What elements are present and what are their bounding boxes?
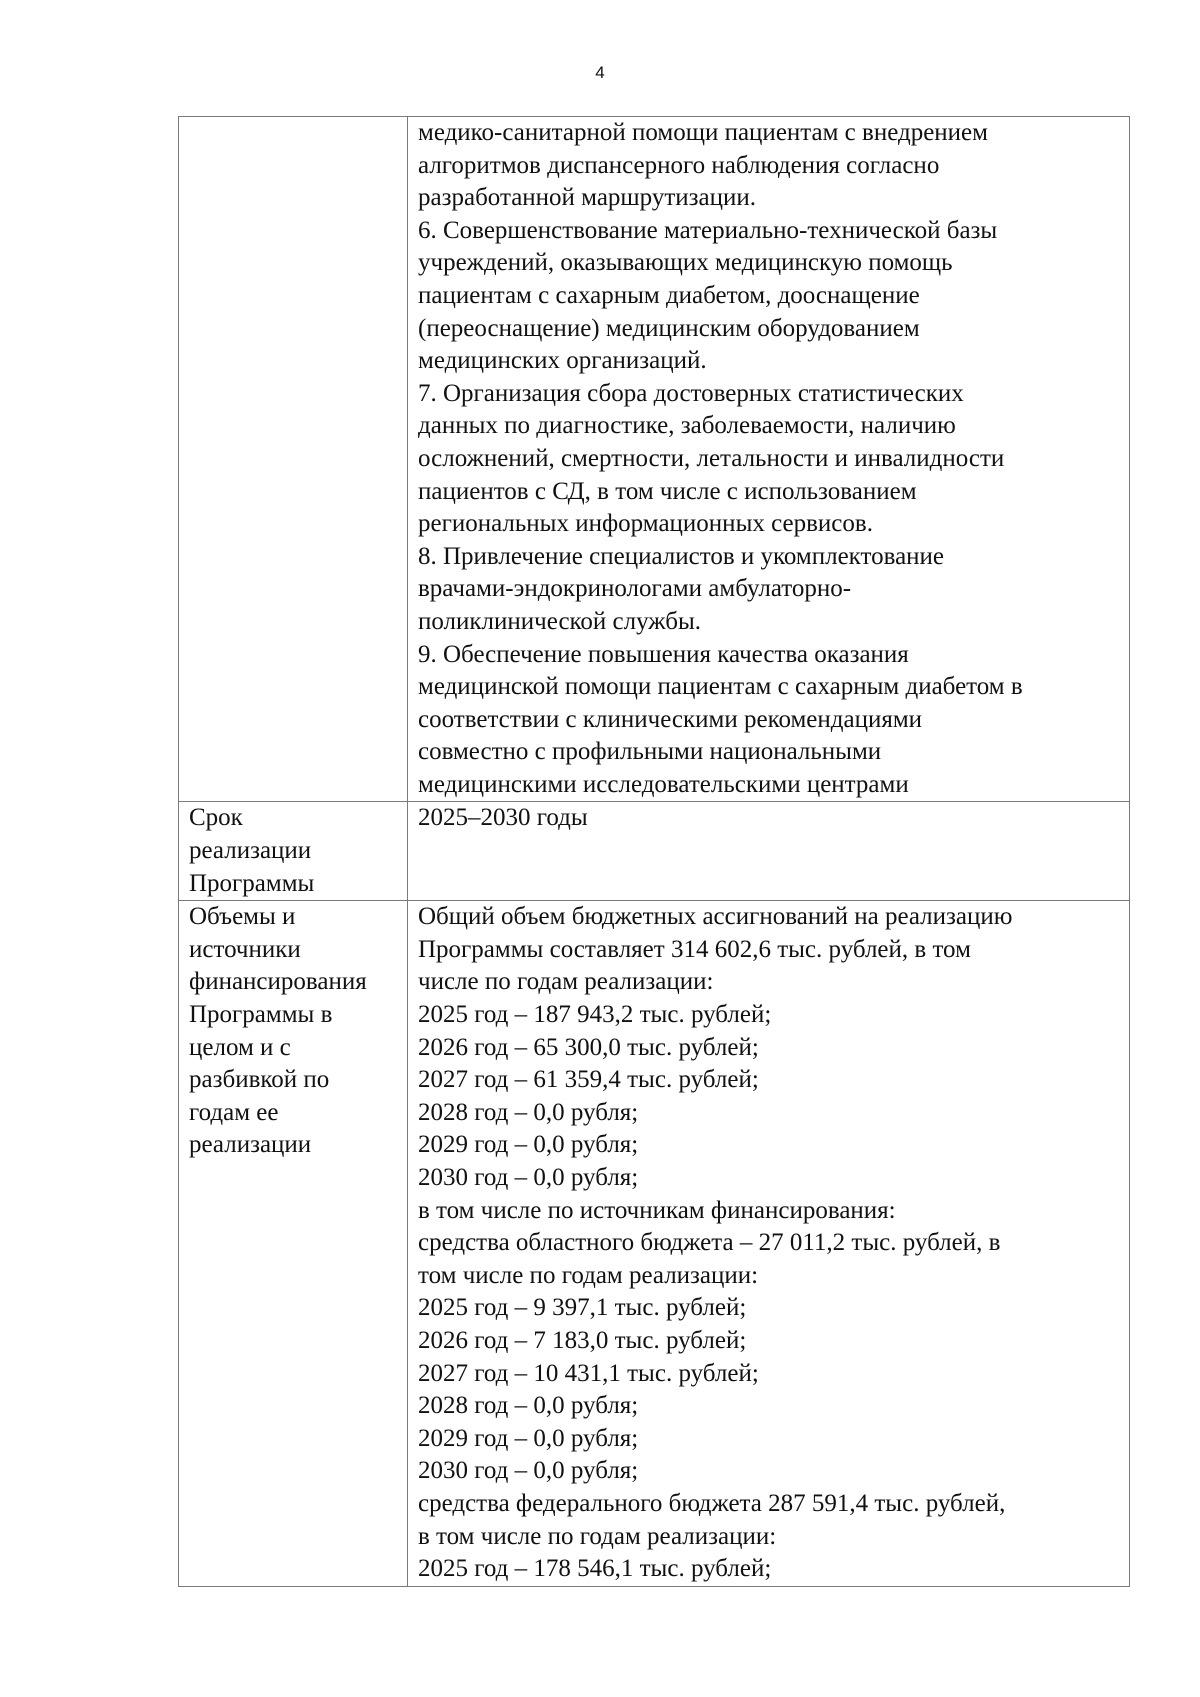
content-cell (408, 802, 1130, 901)
content-line: 2026 год – 7 183,0 тыс. рублей; (418, 1326, 747, 1354)
content-line: 2025 год – 9 397,1 тыс. рублей; (418, 1294, 747, 1322)
content-line: пациентов с СД, в том числе с использованием (418, 477, 917, 505)
content-line: 2030 год – 0,0 рубля; (418, 1457, 639, 1485)
content-line: врачами-эндокринологами амбулаторно- (418, 575, 852, 603)
row-tasks-continued (179, 117, 1130, 802)
content-line: совместно с профильными национальными (418, 738, 882, 766)
content-line: 2030 год – 0,0 рубля; (418, 1164, 639, 1191)
page-number: 4 (595, 63, 605, 82)
label-line: разбивкой по (189, 1066, 330, 1094)
content-line: Программы составляет 314 602,6 тыс. рублей, в том (418, 935, 971, 963)
label-line: Программы (189, 869, 315, 897)
content-cell (408, 117, 1130, 802)
content-line: региональных информационных сервисов. (418, 510, 873, 538)
content-line: медицинских организаций. (418, 347, 707, 375)
content-line: алгоритмов диспансерного наблюдения согласно (418, 151, 940, 179)
content-line: медицинской помощи пациентам с сахарным диабетом в (418, 673, 1023, 701)
content-line: 9. Обеспечение повышения качества оказания (418, 640, 909, 668)
content-line: 2026 год – 65 300,0 тыс. рублей; (418, 1033, 759, 1061)
content-line: осложнений, смертности, летальности и инвалидности (418, 444, 1005, 472)
content-line: (переоснащение) медицинским оборудованием (418, 314, 920, 342)
content-line: 2025 год – 178 546,1 тыс. рублей; (418, 1555, 772, 1583)
content-line: 2029 год – 0,0 рубля; (418, 1131, 639, 1159)
content-line: 7. Организация сбора достоверных статистических (418, 379, 964, 407)
content-line: 2027 год – 10 431,1 тыс. рублей; (418, 1359, 759, 1387)
label-line: источники (189, 935, 301, 963)
content-line: 2028 год – 0,0 рубля; (418, 1098, 639, 1126)
label-line: годам ее (189, 1098, 279, 1126)
label-line: реализации (189, 837, 312, 865)
content-line: 8. Привлечение специалистов и укомплектование (418, 542, 945, 570)
content-line: 6. Совершенствование материально-технической базы (418, 216, 998, 244)
content-line: данных по диагностике, заболеваемости, наличию (418, 412, 956, 440)
content-line: 2028 год – 0,0 рубля; (418, 1392, 639, 1420)
content-line: средства областного бюджета – 27 011,2 тыс. рублей, в (418, 1229, 1001, 1257)
content-line: в том числе по источникам финансирования: (418, 1196, 896, 1224)
content-line: в том числе по годам реализации: (418, 1522, 777, 1550)
content-line: числе по годам реализации: (418, 968, 714, 996)
content-line: Общий объем бюджетных ассигнований на реализацию (418, 903, 1013, 931)
content-line: соответствии с клиническими рекомендациями (418, 705, 923, 733)
table-body (179, 117, 1130, 1587)
content-line: пациентам с сахарным диабетом, дооснащение (418, 281, 920, 309)
content-line: 2025–2030 годы (418, 804, 588, 832)
content-line: медико-санитарной помощи пациентам с внедрением (418, 119, 988, 146)
program-passport-table (178, 116, 1130, 1587)
content-line: 2027 год – 61 359,4 тыс. рублей; (418, 1066, 759, 1094)
label-cell (179, 901, 408, 1586)
content-line: 2025 год – 187 943,2 тыс. рублей; (418, 1001, 772, 1029)
content-cell (408, 901, 1130, 1586)
label-line: финансирования (189, 968, 367, 996)
label-cell (179, 802, 408, 901)
row-funding (179, 901, 1130, 1586)
content-line: медицинскими исследовательскими центрами (418, 770, 909, 798)
content-line: 2029 год – 0,0 рубля; (418, 1424, 639, 1452)
row-implementation-period (179, 802, 1130, 901)
label-line: реализации (189, 1131, 312, 1159)
content-line: разработанной маршрутизации. (418, 184, 757, 212)
label-cell (179, 117, 408, 802)
label-line: Программы в (189, 1001, 333, 1029)
label-line: Объемы и (189, 903, 296, 931)
content-line: поликлинической службы. (418, 607, 702, 635)
label-line: Срок (189, 804, 243, 832)
content-line: учреждений, оказывающих медицинскую помощь (418, 249, 953, 277)
content-line: том числе по годам реализации: (418, 1261, 759, 1289)
label-line: целом и с (189, 1033, 291, 1061)
content-line: средства федерального бюджета 287 591,4 тыс. рублей, (418, 1489, 1006, 1517)
